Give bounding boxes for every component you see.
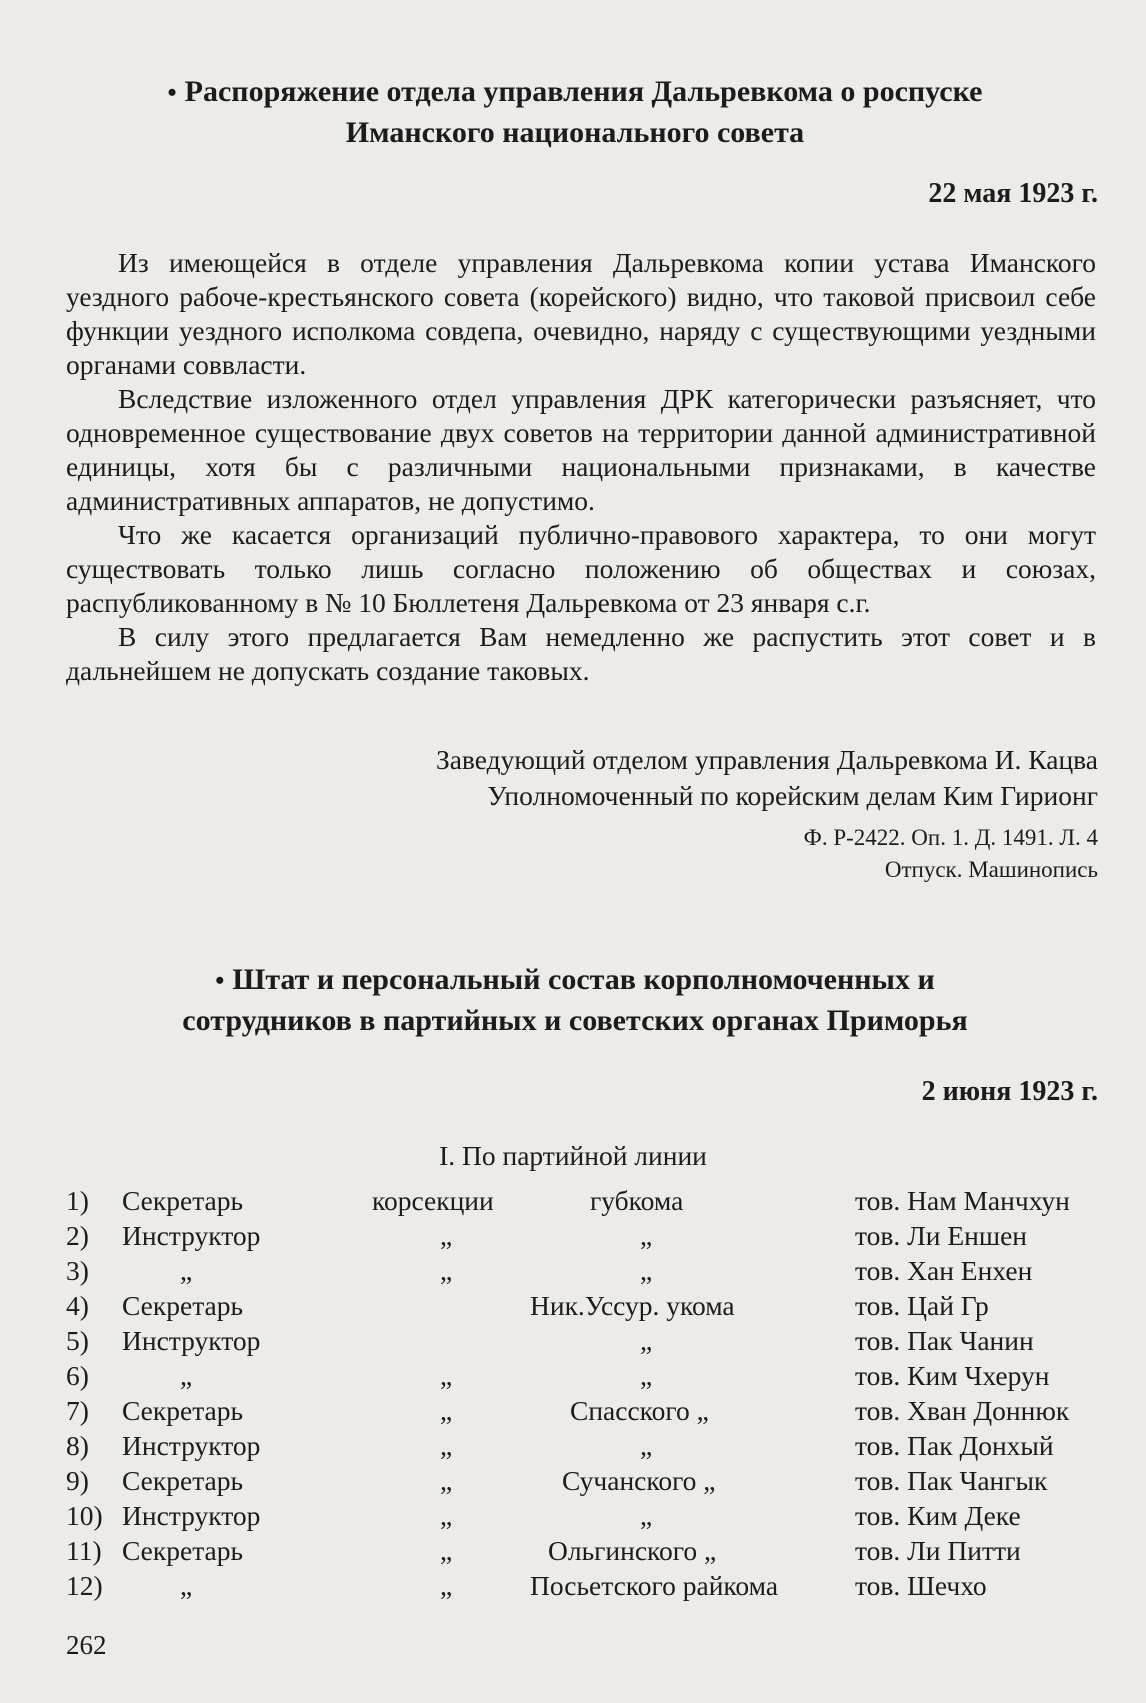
row-organ: губкома xyxy=(590,1185,684,1216)
row-number: 3) xyxy=(66,1255,89,1286)
row-number: 8) xyxy=(66,1430,89,1461)
row-name: тов. Шечхо xyxy=(855,1570,987,1601)
row-name: тов. Ким Чхерун xyxy=(855,1360,1050,1391)
doc1-paragraph-4: В силу этого предлагается Вам немедленно же распустить этот совет и в дальнейшем не допускать создание таковых. xyxy=(66,621,1096,686)
table-row xyxy=(0,1360,1146,1394)
row-organ: „ xyxy=(640,1325,653,1356)
doc2-date: 2 июня 1923 г. xyxy=(921,1076,1098,1107)
table-row xyxy=(0,1570,1146,1604)
row-position: Секретарь xyxy=(122,1290,244,1321)
row-section: „ xyxy=(440,1360,453,1391)
table-row xyxy=(0,1255,1146,1289)
doc1-title-line2: Иманского национального совета xyxy=(345,116,805,149)
doc2-title-line1: Штат и персональный состав корполномоченных и xyxy=(232,963,935,996)
row-name: тов. Пак Чанин xyxy=(855,1325,1034,1356)
signature-plenipotentiary: Уполномоченный по корейским делам Ким Гирионг xyxy=(487,780,1098,811)
doc1-date: 22 мая 1923 г. xyxy=(928,178,1098,209)
row-number: 9) xyxy=(66,1465,89,1496)
row-section: „ xyxy=(440,1430,453,1461)
page-number: 262 xyxy=(66,1630,107,1660)
table-row xyxy=(0,1500,1146,1534)
row-organ: Спасского „ xyxy=(570,1395,709,1426)
table-row xyxy=(0,1395,1146,1429)
table-row xyxy=(0,1465,1146,1499)
row-position: „ xyxy=(180,1255,193,1286)
bullet-icon: • xyxy=(167,78,177,107)
table-row xyxy=(0,1220,1146,1254)
row-position: Секретарь xyxy=(122,1395,244,1426)
row-name: тов. Хан Енхен xyxy=(855,1255,1033,1286)
row-organ: „ xyxy=(640,1360,653,1391)
row-number: 4) xyxy=(66,1290,89,1321)
row-section: „ xyxy=(440,1395,453,1426)
row-organ: „ xyxy=(640,1500,653,1531)
row-number: 5) xyxy=(66,1325,89,1356)
table-row xyxy=(0,1535,1146,1569)
row-name: тов. Ли Питти xyxy=(855,1535,1021,1566)
row-position: „ xyxy=(180,1360,193,1391)
bullet-icon: • xyxy=(215,966,225,995)
row-number: 7) xyxy=(66,1395,89,1426)
row-name: тов. Хван Доннюк xyxy=(855,1395,1070,1426)
row-section: „ xyxy=(440,1465,453,1496)
row-organ: Ольгинского „ xyxy=(548,1535,717,1566)
row-position: Инструктор xyxy=(122,1325,261,1356)
signature-head: Заведующий отделом управления Дальревкома И. Кацва xyxy=(435,744,1098,775)
doc1-signatures xyxy=(436,742,1098,814)
row-name: тов. Пак Донхый xyxy=(855,1430,1054,1461)
doc1-paragraph-1: Из имеющейся в отделе управления Дальревкома копии устава Иманского уездного рабоче-крестьянского совета (корейского) видно, что таковой присвоил себе функции уездного исполкома совдепа, очевидно, наряду с существующими уездными органами соввласти. xyxy=(66,247,1096,380)
row-organ: „ xyxy=(640,1430,653,1461)
row-number: 1) xyxy=(66,1185,89,1216)
row-name: тов. Ким Деке xyxy=(855,1500,1021,1531)
row-position: Инструктор xyxy=(122,1220,261,1251)
row-organ: „ xyxy=(640,1220,653,1251)
table-row xyxy=(0,1325,1146,1359)
row-position: Инструктор xyxy=(122,1430,261,1461)
row-organ: Посьетского райкома xyxy=(530,1570,779,1601)
row-position: Секретарь xyxy=(122,1535,244,1566)
row-organ: „ xyxy=(640,1255,653,1286)
doc2-subheading: I. По партийной линии xyxy=(439,1140,707,1171)
row-number: 6) xyxy=(66,1360,89,1391)
row-section: „ xyxy=(440,1535,453,1566)
doc2-title-line2: сотрудников в партийных и советских органах Приморья xyxy=(182,1004,968,1037)
row-number: 12) xyxy=(66,1570,103,1601)
row-organ: Сучанского „ xyxy=(562,1465,716,1496)
row-organ: Ник.Уссур. укома xyxy=(530,1290,735,1321)
doc1-paragraph-3: Что же касается организаций публично-правового характера, то они могут существовать только лишь согласно положению об обществах и союзах, распубликованному в № 10 Бюллетеня Дальревкома от 23 января с.г. xyxy=(66,519,1096,618)
row-name: тов. Цай Гр xyxy=(855,1290,989,1321)
row-section: „ xyxy=(440,1220,453,1251)
table-row xyxy=(0,1290,1146,1324)
row-number: 11) xyxy=(66,1535,102,1566)
doc1-title xyxy=(60,72,1090,153)
table-row xyxy=(0,1185,1146,1219)
row-position: „ xyxy=(180,1570,193,1601)
doc1-archive-ref xyxy=(804,822,1098,886)
row-section: „ xyxy=(440,1570,453,1601)
doc2-title xyxy=(60,960,1090,1041)
row-position: Инструктор xyxy=(122,1500,261,1531)
row-name: тов. Пак Чангык xyxy=(855,1465,1048,1496)
doc1-paragraph-2: Вследствие изложенного отдел управления ДРК категорически разъясняет, что одновременное существование двух советов на территории данной административной единицы, хотя бы с различными национальными признаками, в качестве административных аппаратов, не допустимо. xyxy=(66,383,1096,516)
row-name: тов. Ли Еншен xyxy=(855,1220,1027,1251)
row-number: 2) xyxy=(66,1220,89,1251)
row-position: Секретарь xyxy=(122,1185,244,1216)
row-section: корсекции xyxy=(372,1185,494,1216)
row-section: „ xyxy=(440,1500,453,1531)
row-section: „ xyxy=(440,1255,453,1286)
doc1-body xyxy=(66,246,1096,688)
row-number: 10) xyxy=(66,1500,103,1531)
archive-ref-line: Ф. Р-2422. Оп. 1. Д. 1491. Л. 4 xyxy=(803,825,1098,850)
row-name: тов. Нам Манчхун xyxy=(855,1185,1070,1216)
table-row xyxy=(0,1430,1146,1464)
doc1-title-line1: Распоряжение отдела управления Дальревкома о роспуске xyxy=(184,75,983,108)
archive-ref-copy: Отпуск. Машинопись xyxy=(884,857,1098,882)
row-position: Секретарь xyxy=(122,1465,244,1496)
